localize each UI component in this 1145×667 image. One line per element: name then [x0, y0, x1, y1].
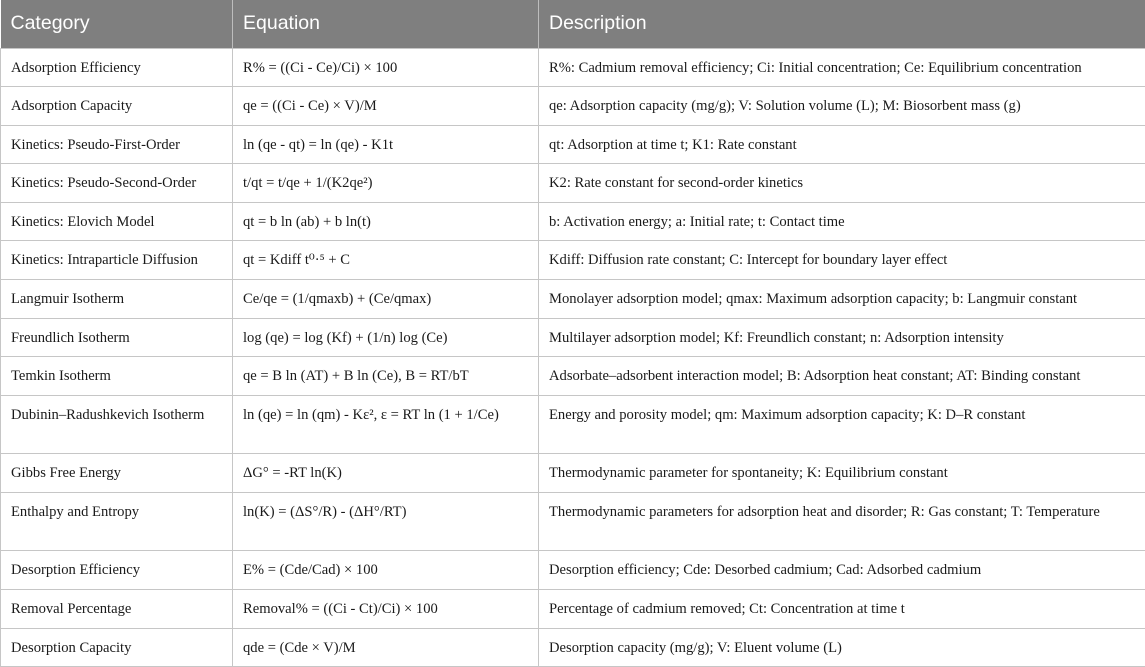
description-cell: Kdiff: Diffusion rate constant; C: Intercept for boundary layer effect: [539, 241, 1145, 280]
table-row: [1, 48, 1145, 87]
description-cell: Thermodynamic parameter for spontaneity; K: Equilibrium constant: [539, 454, 1145, 493]
equation-cell: qt = Kdiff t⁰·⁵ + C: [233, 241, 539, 280]
category-cell: Gibbs Free Energy: [1, 454, 233, 493]
table-row: [1, 125, 1145, 164]
equation-cell: ln (qe - qt) = ln (qe) - K1t: [233, 125, 539, 164]
description-cell: Percentage of cadmium removed; Ct: Concentration at time t: [539, 590, 1145, 629]
equation-cell: ΔG° = -RT ln(K): [233, 454, 539, 493]
table-row: [1, 202, 1145, 241]
category-cell: Kinetics: Elovich Model: [1, 202, 233, 241]
header-equation: Equation: [233, 0, 539, 48]
description-cell: Energy and porosity model; qm: Maximum adsorption capacity; K: D–R constant: [539, 395, 1145, 454]
description-cell: R%: Cadmium removal efficiency; Ci: Initial concentration; Ce: Equilibrium concentration: [539, 48, 1145, 87]
table-row: [1, 164, 1145, 203]
description-cell: Desorption capacity (mg/g); V: Eluent volume (L): [539, 628, 1145, 667]
table-row: [1, 280, 1145, 319]
category-cell: Desorption Capacity: [1, 628, 233, 667]
equation-cell: qe = ((Ci - Ce) × V)/M: [233, 87, 539, 126]
description-cell: K2: Rate constant for second-order kinetics: [539, 164, 1145, 203]
description-cell: qt: Adsorption at time t; K1: Rate constant: [539, 125, 1145, 164]
equation-cell: R% = ((Ci - Ce)/Ci) × 100: [233, 48, 539, 87]
description-cell: Multilayer adsorption model; Kf: Freundlich constant; n: Adsorption intensity: [539, 318, 1145, 357]
equation-cell: Removal% = ((Ci - Ct)/Ci) × 100: [233, 590, 539, 629]
description-cell: qe: Adsorption capacity (mg/g); V: Solution volume (L); M: Biosorbent mass (g): [539, 87, 1145, 126]
equation-cell: E% = (Cde/Cad) × 100: [233, 551, 539, 590]
category-cell: Temkin Isotherm: [1, 357, 233, 396]
equation-cell: Ce/qe = (1/qmaxb) + (Ce/qmax): [233, 280, 539, 319]
category-cell: Desorption Efficiency: [1, 551, 233, 590]
table-row: [1, 551, 1145, 590]
equation-cell: ln (qe) = ln (qm) - Kε², ε = RT ln (1 + 1/Ce): [233, 395, 539, 454]
category-cell: Removal Percentage: [1, 590, 233, 629]
table-row: [1, 590, 1145, 629]
description-cell: Adsorbate–adsorbent interaction model; B: Adsorption heat constant; AT: Binding constant: [539, 357, 1145, 396]
category-cell: Dubinin–Radushkevich Isotherm: [1, 395, 233, 454]
category-cell: Kinetics: Pseudo-First-Order: [1, 125, 233, 164]
description-cell: Thermodynamic parameters for adsorption heat and disorder; R: Gas constant; T: Temperature: [539, 492, 1145, 551]
category-cell: Freundlich Isotherm: [1, 318, 233, 357]
equation-cell: qt = b ln (ab) + b ln(t): [233, 202, 539, 241]
equation-cell: ln(K) = (ΔS°/R) - (ΔH°/RT): [233, 492, 539, 551]
category-cell: Langmuir Isotherm: [1, 280, 233, 319]
table-row: [1, 357, 1145, 396]
header-description: Description: [539, 0, 1145, 48]
table-row: [1, 492, 1145, 551]
description-cell: Monolayer adsorption model; qmax: Maximum adsorption capacity; b: Langmuir constant: [539, 280, 1145, 319]
category-cell: Kinetics: Intraparticle Diffusion: [1, 241, 233, 280]
header-row: [1, 0, 1145, 48]
description-cell: Desorption efficiency; Cde: Desorbed cadmium; Cad: Adsorbed cadmium: [539, 551, 1145, 590]
table-row: [1, 628, 1145, 667]
equation-cell: log (qe) = log (Kf) + (1/n) log (Ce): [233, 318, 539, 357]
equation-cell: qe = B ln (AT) + B ln (Ce), B = RT/bT: [233, 357, 539, 396]
table-row: [1, 241, 1145, 280]
table-row: [1, 454, 1145, 493]
equation-cell: t/qt = t/qe + 1/(K2qe²): [233, 164, 539, 203]
category-cell: Kinetics: Pseudo-Second-Order: [1, 164, 233, 203]
table-row: [1, 395, 1145, 454]
table-row: [1, 318, 1145, 357]
category-cell: Enthalpy and Entropy: [1, 492, 233, 551]
equation-cell: qde = (Cde × V)/M: [233, 628, 539, 667]
category-cell: Adsorption Efficiency: [1, 48, 233, 87]
table-row: [1, 87, 1145, 126]
category-cell: Adsorption Capacity: [1, 87, 233, 126]
description-cell: b: Activation energy; a: Initial rate; t: Contact time: [539, 202, 1145, 241]
header-category: Category: [1, 0, 233, 48]
